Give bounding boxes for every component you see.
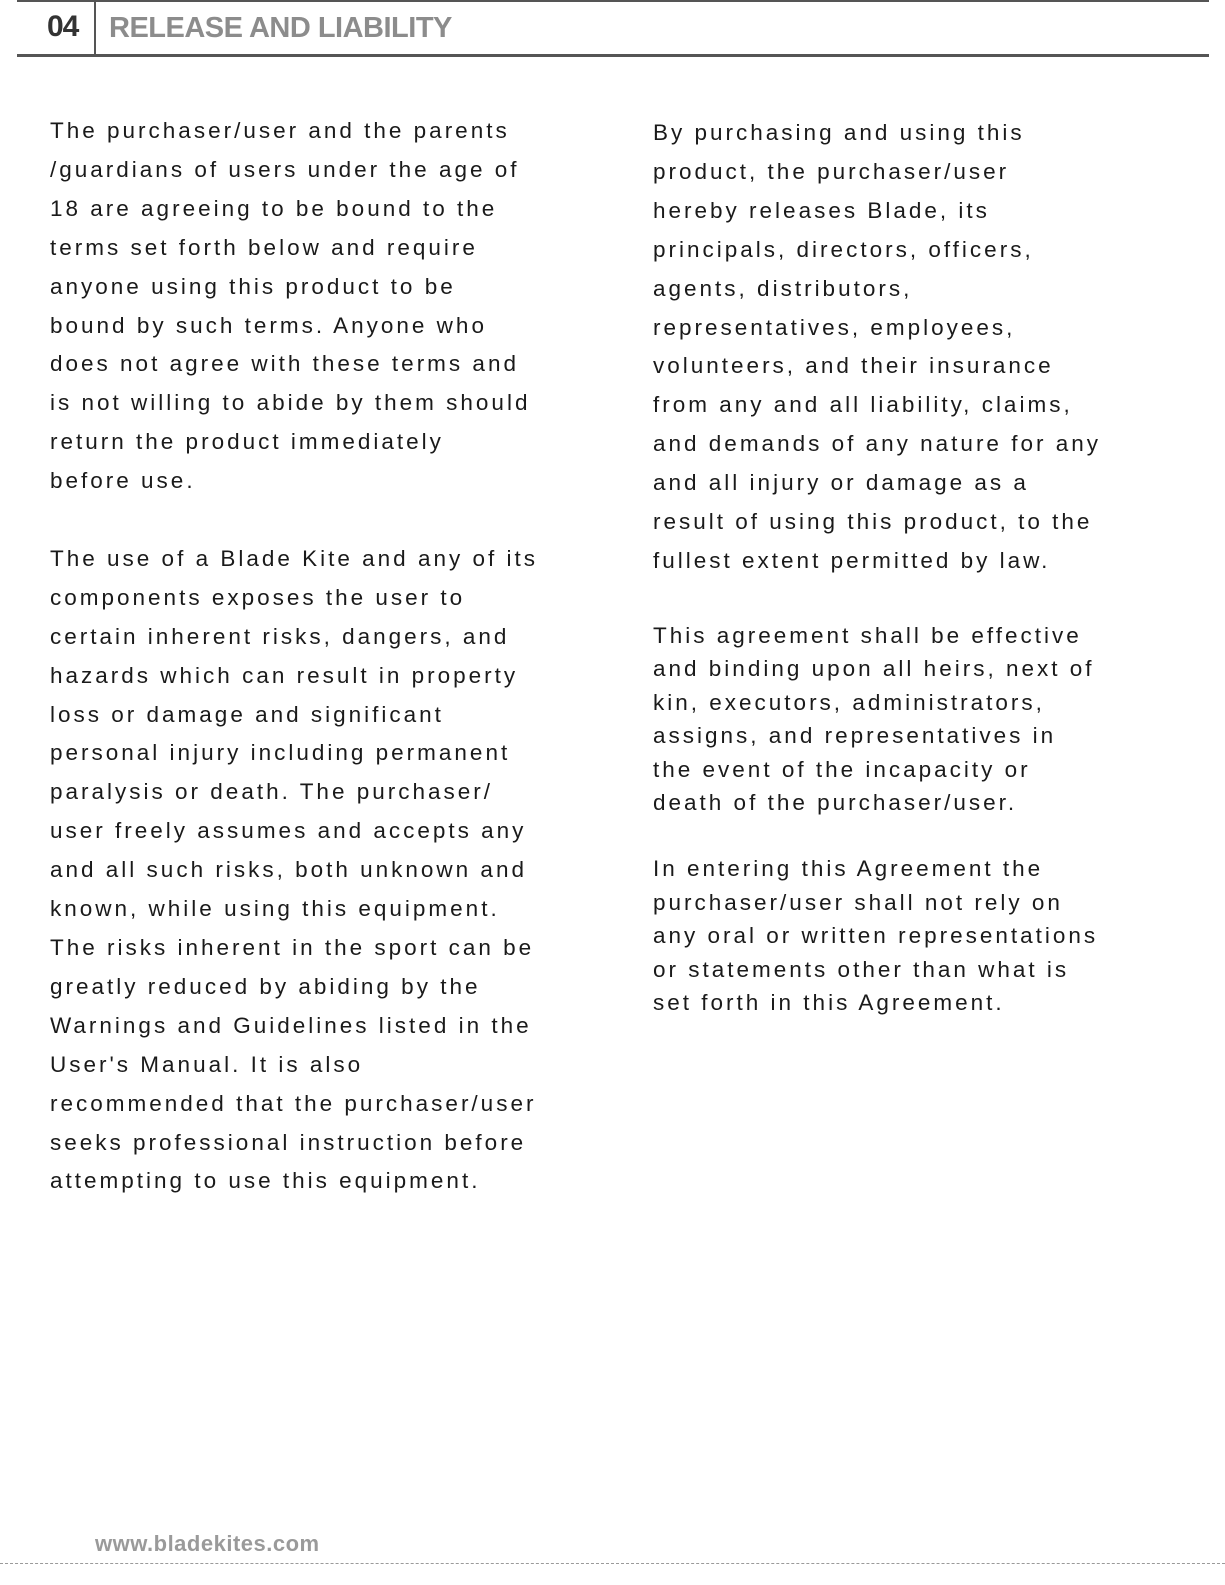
page-header xyxy=(17,0,1209,57)
footer-divider xyxy=(0,1563,1225,1564)
paragraph-terms-agreement: The purchaser/user and the parents /guardians of users under the age of 18 are agreeing to be bound to the terms set forth below and require anyone using this product to be bound by such terms. Anyone who does not agree with these terms and is not willing to abide by them should return the product immediately before use. xyxy=(50,118,531,494)
right-column xyxy=(653,112,1208,1019)
paragraph-release: By purchasing and using this product, the purchaser/user hereby releases Blade, its principals, directors, officers, agents, distributors, representatives, employees, volunteers, and their insurance from any and all liability, claims, and demands of any nature for any and all injury or damage as a result of using this product, to the fullest extent permitted by law. xyxy=(653,120,1101,573)
left-column xyxy=(50,112,620,1201)
footer-website-link[interactable]: www.bladekites.com xyxy=(95,1531,320,1556)
paragraph-entire-agreement: In entering this Agreement the purchaser/user shall not rely on any oral or written representations or statements other than what is set forth in this Agreement. xyxy=(653,856,1099,1015)
paragraph-inherent-risks: The use of a Blade Kite and any of its components exposes the user to certain inherent risks, dangers, and hazards which can result in property loss or damage and significant personal injury including permanent paralysis or death. The purchaser/ user freely assumes and accepts any and all such risks, both unknown and known, while using this equipment. The risks inherent in the sport can be greatly reduced by abiding by the Warnings and Guidelines listed in the User's Manual. It is also recommended that the purchaser/user seeks professional instruction before attempting to use this equipment. xyxy=(50,545,538,1194)
header-divider xyxy=(94,2,96,56)
section-title: RELEASE AND LIABILITY xyxy=(109,12,452,44)
paragraph-binding-effect: This agreement shall be effective and binding upon all heirs, next of kin, executors, administrators, assigns, and representatives in the event of the incapacity or death of the purchaser/user. xyxy=(653,622,1095,815)
page-number: 04 xyxy=(47,10,79,43)
